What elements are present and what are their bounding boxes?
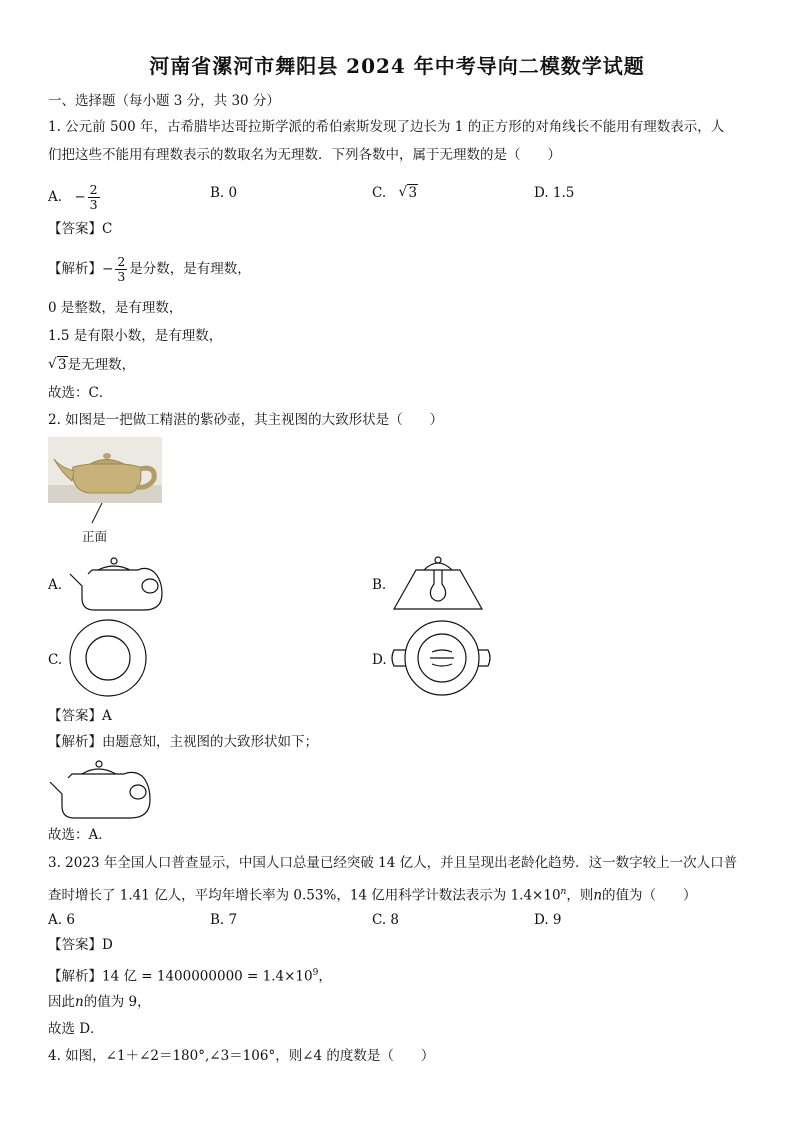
q2-option-c-label: C.	[48, 652, 63, 668]
q3-stem-line1: 3. 2023 年全国人口普查显示，中国人口总量已经突破 14 亿人，并且呈现出老龄化趋势．这一数字较上一次人口普	[48, 855, 738, 871]
q2-option-d-figure	[390, 618, 494, 698]
q3-option-b: B. 7	[210, 912, 238, 928]
q3-answer: 【答案】D	[48, 937, 113, 953]
page-title: 河南省漯河市舞阳县 2024 年中考导向二模数学试题	[149, 54, 645, 78]
fraction: $\frac{2}{3}$	[89, 182, 98, 212]
teapot-photo	[48, 437, 162, 503]
q1-analysis-line2: 0 是整数，是有理数，	[48, 300, 183, 316]
fraction: $\frac{2}{3}$	[117, 254, 126, 284]
q3-analysis-line1: 【解析】14 亿 = $1400000000 = 1.4\times 10^9$，	[48, 968, 332, 985]
q1-conclusion: 故选：C．	[48, 385, 113, 401]
q1-option-d: D. 1.5	[534, 185, 575, 201]
q1-option-c: C. √ 3	[372, 184, 418, 202]
q3-option-d: D. 9	[534, 912, 562, 928]
photo-caption: 正面	[82, 529, 108, 544]
q2-option-a-label: A.	[48, 577, 63, 593]
q1-stem-line1: 1. 公元前 500 年，古希腊毕达哥拉斯学派的希伯索斯发现了边长为 1 的正方形的对角线长不能用有理数表示，人	[48, 119, 725, 135]
section-heading: 一、选择题（每小题 3 分，共 30 分）	[48, 93, 280, 109]
sqrt-symbol: √ 3	[48, 356, 68, 374]
q2-option-b-figure	[390, 554, 486, 612]
q1-answer: 【答案】C	[48, 221, 113, 237]
q3-analysis-line2: 因此n的值为 9，	[48, 994, 151, 1010]
q2-answer: 【答案】A	[48, 708, 112, 724]
q1-option-a	[48, 183, 102, 212]
q3-conclusion: 故选 D．	[48, 1021, 104, 1037]
q2-option-c-figure	[66, 618, 150, 698]
q1-stem-line2: 们把这些不能用有理数表示的数取名为无理数．下列各数中，属于无理数的是（ ）	[48, 147, 561, 163]
q2-analysis-figure	[48, 758, 154, 820]
q1-analysis-line4: √ 3是无理数，	[48, 356, 135, 374]
sqrt-symbol: √ 3	[398, 184, 418, 202]
q3-option-c: C. 8	[372, 912, 400, 928]
q3-stem-line2: 查时增长了 1.41 亿人，平均年增长率为 0.53%，14 亿用科学计数法表示为 $1.4\times 10^n$，则n的值为（ ）	[48, 887, 697, 904]
minus-sign: −	[74, 189, 86, 205]
q4-stem: 4. 如图，∠1＋∠2＝180°,∠3＝106°，则∠4 的度数是（ ）	[48, 1048, 435, 1064]
q2-option-a-figure	[62, 556, 166, 612]
q3-option-a: A. 6	[48, 912, 75, 928]
caption-pointer	[90, 503, 104, 525]
q2-analysis: 【解析】由题意知，主视图的大致形状如下；	[48, 734, 318, 750]
q2-stem: 2. 如图是一把做工精湛的紫砂壶，其主视图的大致形状是（ ）	[48, 412, 444, 428]
q1-analysis-line1: 【解析】− $\frac{2}{3}$ 是分数，是有理数，	[48, 254, 251, 284]
q1-analysis-line3: 1.5 是有限小数，是有理数，	[48, 328, 223, 344]
option-label: A.	[48, 189, 63, 205]
q1-option-b: B. 0	[210, 185, 238, 201]
q2-option-b-label: B.	[372, 577, 387, 593]
q2-option-d-label: D.	[372, 652, 387, 668]
q2-conclusion: 故选：A．	[48, 827, 112, 843]
